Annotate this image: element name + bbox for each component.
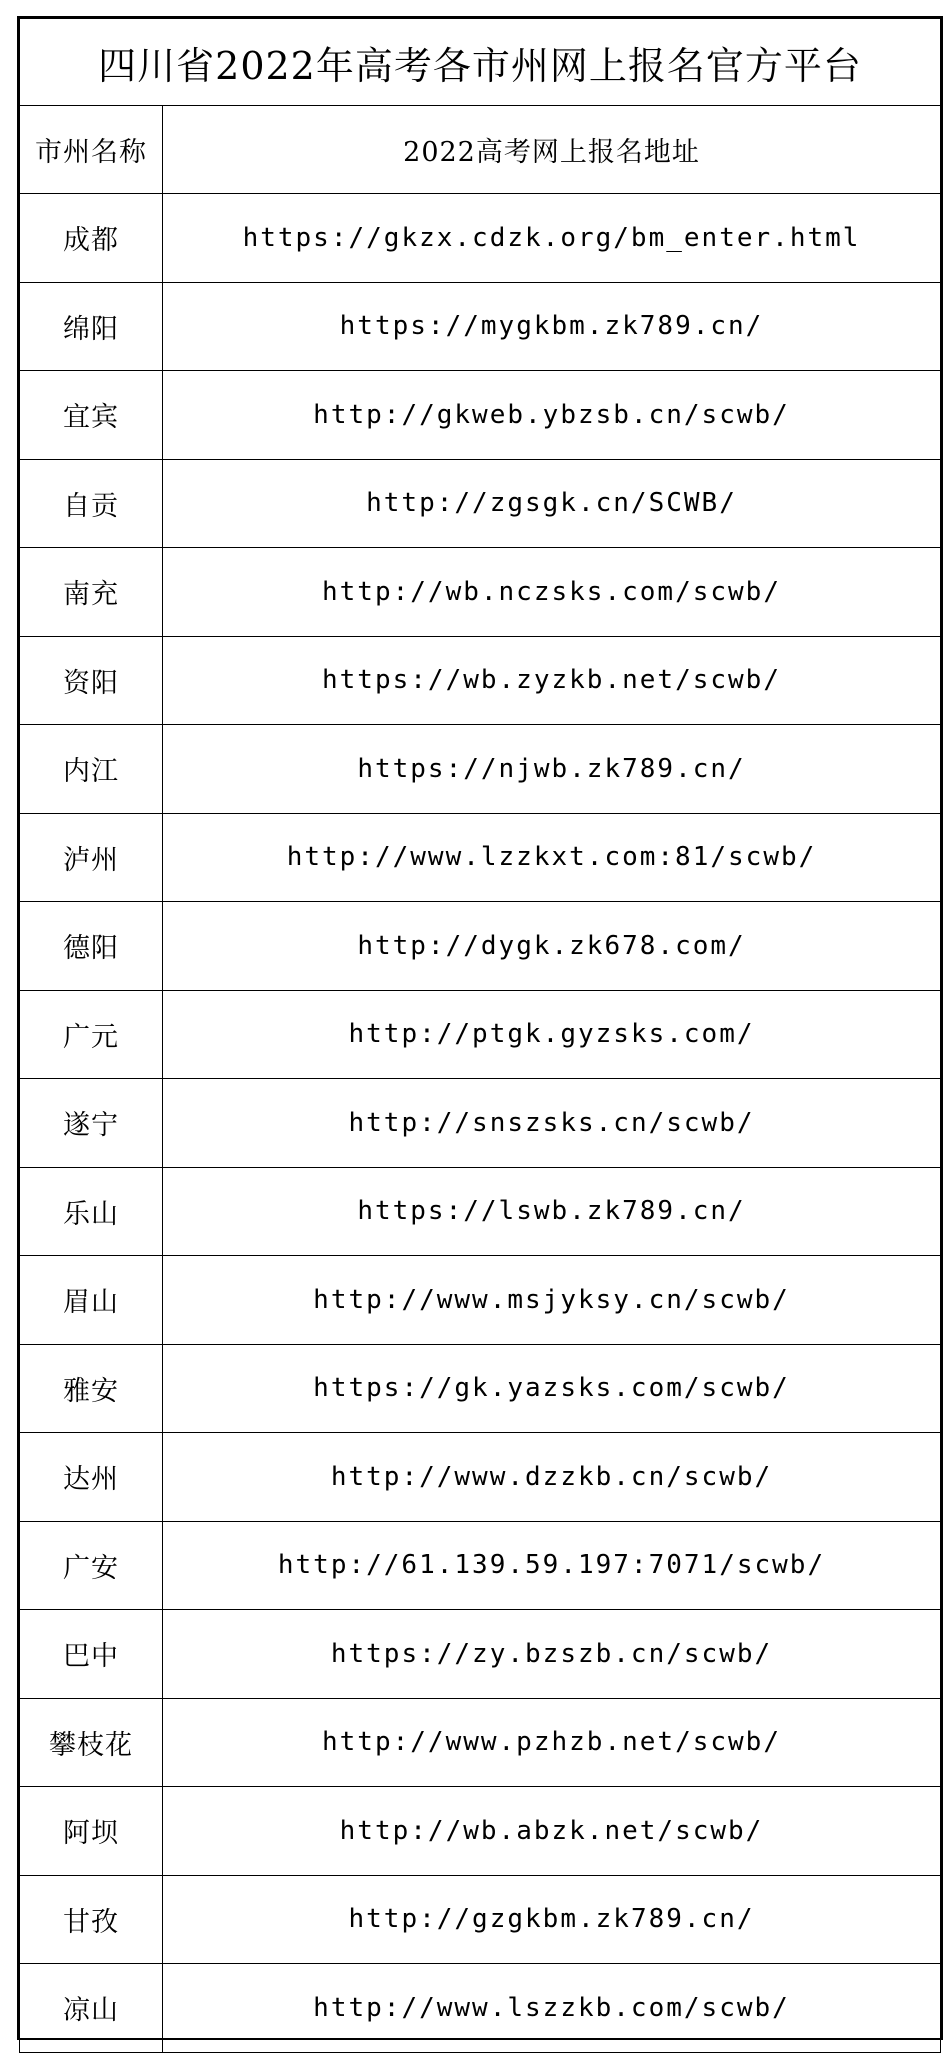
registration-table-sheet bbox=[17, 16, 943, 2040]
city-name-cell: 乐山 bbox=[20, 1167, 163, 1256]
registration-url-cell: http://dygk.zk678.com/ bbox=[163, 902, 941, 991]
registration-url-cell: https://zy.bzszb.cn/scwb/ bbox=[163, 1610, 941, 1699]
city-name-cell: 广安 bbox=[20, 1521, 163, 1610]
city-name-cell: 绵阳 bbox=[20, 282, 163, 371]
registration-url-cell: https://njwb.zk789.cn/ bbox=[163, 725, 941, 814]
table-row bbox=[20, 1964, 941, 2053]
table-row bbox=[20, 459, 941, 548]
city-name-cell: 德阳 bbox=[20, 902, 163, 991]
registration-url-cell: http://wb.abzk.net/scwb/ bbox=[163, 1787, 941, 1876]
city-name-cell: 宜宾 bbox=[20, 371, 163, 460]
city-name-cell: 自贡 bbox=[20, 459, 163, 548]
city-name-cell: 凉山 bbox=[20, 1964, 163, 2053]
column-header-url: 2022高考网上报名地址 bbox=[163, 106, 941, 194]
city-name-cell: 眉山 bbox=[20, 1256, 163, 1345]
table-row bbox=[20, 1079, 941, 1168]
registration-url-cell: https://lswb.zk789.cn/ bbox=[163, 1167, 941, 1256]
registration-url-cell: https://mygkbm.zk789.cn/ bbox=[163, 282, 941, 371]
table-row bbox=[20, 813, 941, 902]
table-row bbox=[20, 194, 941, 283]
city-name-cell: 达州 bbox=[20, 1433, 163, 1522]
table-row bbox=[20, 282, 941, 371]
registration-url-cell: http://gkweb.ybzsb.cn/scwb/ bbox=[163, 371, 941, 460]
city-name-cell: 成都 bbox=[20, 194, 163, 283]
city-name-cell: 泸州 bbox=[20, 813, 163, 902]
city-name-cell: 攀枝花 bbox=[20, 1698, 163, 1787]
table-row bbox=[20, 1433, 941, 1522]
table-row bbox=[20, 990, 941, 1079]
city-name-cell: 广元 bbox=[20, 990, 163, 1079]
table-row bbox=[20, 1875, 941, 1964]
registration-table bbox=[19, 18, 941, 2053]
registration-url-cell: http://www.pzhzb.net/scwb/ bbox=[163, 1698, 941, 1787]
registration-url-cell: http://www.lzzkxt.com:81/scwb/ bbox=[163, 813, 941, 902]
column-header-city: 市州名称 bbox=[20, 106, 163, 194]
table-row bbox=[20, 548, 941, 637]
city-name-cell: 阿坝 bbox=[20, 1787, 163, 1876]
table-row bbox=[20, 1610, 941, 1699]
city-name-cell: 巴中 bbox=[20, 1610, 163, 1699]
header-row bbox=[20, 106, 941, 194]
city-name-cell: 雅安 bbox=[20, 1344, 163, 1433]
title-row bbox=[20, 19, 941, 106]
table-row bbox=[20, 1787, 941, 1876]
registration-url-cell: http://gzgkbm.zk789.cn/ bbox=[163, 1875, 941, 1964]
registration-url-cell: http://wb.nczsks.com/scwb/ bbox=[163, 548, 941, 637]
city-name-cell: 遂宁 bbox=[20, 1079, 163, 1168]
registration-url-cell: http://zgsgk.cn/SCWB/ bbox=[163, 459, 941, 548]
table-row bbox=[20, 636, 941, 725]
registration-url-cell: http://snszsks.cn/scwb/ bbox=[163, 1079, 941, 1168]
registration-url-cell: http://www.msjyksy.cn/scwb/ bbox=[163, 1256, 941, 1345]
table-row bbox=[20, 725, 941, 814]
table-row bbox=[20, 902, 941, 991]
registration-url-cell: https://gk.yazsks.com/scwb/ bbox=[163, 1344, 941, 1433]
table-row bbox=[20, 1256, 941, 1345]
table-row bbox=[20, 1167, 941, 1256]
city-name-cell: 南充 bbox=[20, 548, 163, 637]
registration-url-cell: http://61.139.59.197:7071/scwb/ bbox=[163, 1521, 941, 1610]
registration-url-cell: http://ptgk.gyzsks.com/ bbox=[163, 990, 941, 1079]
registration-url-cell: http://www.dzzkb.cn/scwb/ bbox=[163, 1433, 941, 1522]
table-title: 四川省2022年高考各市州网上报名官方平台 bbox=[20, 19, 941, 106]
registration-url-cell: https://wb.zyzkb.net/scwb/ bbox=[163, 636, 941, 725]
table-row bbox=[20, 1521, 941, 1610]
table-row bbox=[20, 1698, 941, 1787]
city-name-cell: 甘孜 bbox=[20, 1875, 163, 1964]
registration-url-cell: http://www.lszzkb.com/scwb/ bbox=[163, 1964, 941, 2053]
registration-url-cell: https://gkzx.cdzk.org/bm_enter.html bbox=[163, 194, 941, 283]
city-name-cell: 资阳 bbox=[20, 636, 163, 725]
table-row bbox=[20, 1344, 941, 1433]
table-row bbox=[20, 371, 941, 460]
city-name-cell: 内江 bbox=[20, 725, 163, 814]
